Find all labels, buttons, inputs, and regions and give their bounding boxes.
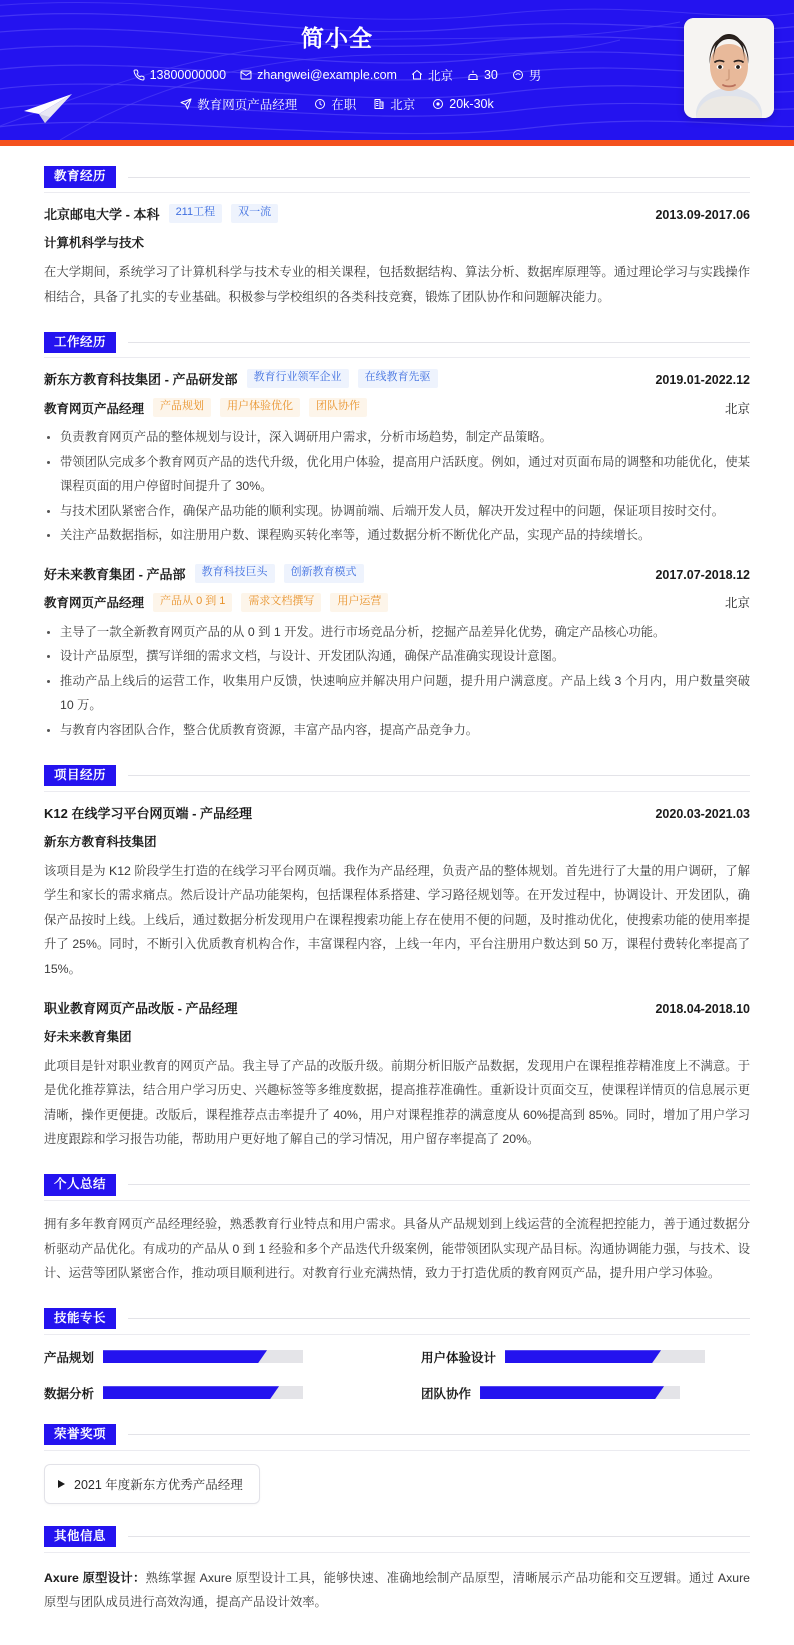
section-skills	[44, 1308, 750, 1402]
contact-row	[20, 66, 774, 84]
work-entry-header	[44, 564, 750, 583]
work-company-tag: 教育科技巨头	[195, 564, 275, 583]
skill-item	[421, 1348, 750, 1366]
section-header-education	[44, 166, 750, 188]
work-date: 2019.01-2022.12	[655, 373, 750, 388]
project-description: 该项目是为 K12 阶段学生打造的在线学习平台网页端。我作为产品经理，负责产品的整体规划。首先进行了大量的用户调研，了解学生和家长的需求痛点。然后设计产品功能架构，包括课程体系搭建、学习路径规划等。在开发过程中，协调设计、开发团队，确保产品按时上线。上线后，通过数据分析发现用户在课程搜索功能上存在使用不便的问题，及时推动优化，使搜索功能的使用率提升了 25%。同时，不断引入优质教育机构合作，丰富课程内容，上线一年内，平台注册用户数达到 50 万，课程付费转化率提高了 15%。	[44, 863, 750, 976]
page-title: 简小全	[301, 25, 373, 51]
work-date: 2017.07-2018.12	[655, 567, 750, 582]
section-header-work	[44, 331, 750, 353]
avatar	[684, 18, 774, 118]
work-entry	[44, 564, 750, 743]
skill-item	[44, 1348, 373, 1366]
section-summary	[44, 1174, 750, 1286]
contact-gender-text: 男	[528, 69, 542, 83]
skill-label: 产品规划	[44, 1350, 95, 1365]
paper-plane-logo-icon	[18, 90, 74, 126]
phone-icon	[133, 69, 145, 81]
job-salary	[432, 97, 493, 111]
project-date: 2018.04-2018.10	[655, 1001, 750, 1016]
work-role-tag: 需求文档撰写	[241, 593, 321, 612]
skill-progress-track	[103, 1350, 303, 1363]
education-description: 在大学期间，系统学习了计算机科学与技术专业的相关课程，包括数据结构、算法分析、数据库原理等。通过理论学习与实践操作相结合，具备了扎实的专业基础。积极参与学校组织的各类科技竞赛，锻炼了团队协作和问题解决能力。	[44, 265, 750, 304]
work-bullet: 主导了一款全新教育网页产品的从 0 到 1 开发。进行市场竞品分析，挖掘产品差异化优势，确定产品核心功能。	[44, 620, 750, 645]
age-icon	[467, 69, 479, 81]
project-org: 新东方教育科技集团	[44, 834, 157, 849]
work-company-tag: 在线教育先驱	[358, 369, 438, 388]
work-bullet: 带领团队完成多个教育网页产品的迭代升级，优化用户体验，提高用户活跃度。例如，通过对页面布局的调整和功能优化，使某课程页面的用户停留时间提升了 30%。	[44, 450, 750, 499]
job-salary-text: 20k-30k	[449, 97, 494, 111]
skill-progress-fill	[103, 1386, 279, 1399]
skill-progress-track	[505, 1350, 705, 1363]
job-status-text: 在职	[331, 98, 357, 112]
work-entry	[44, 369, 750, 548]
skill-progress-fill	[103, 1350, 267, 1363]
skill-progress-track	[103, 1386, 303, 1399]
project-title: 职业教育网页产品改版 - 产品经理	[44, 1000, 238, 1016]
work-bullet: 推动产品上线后的运营工作，收集用户反馈，快速响应并解决用户问题，提升用户满意度。产品上线 3 个月内，用户数量突破 10 万。	[44, 669, 750, 718]
section-divider	[128, 1318, 750, 1319]
skill-progress-fill	[505, 1350, 661, 1363]
project-entry	[44, 998, 750, 1152]
building-icon	[373, 98, 385, 110]
work-bullet: 设计产品原型，撰写详细的需求文档，与设计、开发团队沟通，确保产品准确实现设计意图。	[44, 644, 750, 669]
education-school: 北京邮电大学 - 本科	[44, 207, 160, 222]
work-role-row	[44, 593, 750, 612]
skill-label: 数据分析	[44, 1386, 95, 1401]
honor-text: 2021 年度新东方优秀产品经理	[74, 1477, 243, 1492]
project-date: 2020.03-2021.03	[655, 806, 750, 821]
section-header-honors	[44, 1424, 750, 1446]
section-divider	[128, 177, 750, 178]
education-tag: 双一流	[231, 204, 278, 223]
contact-phone-text: 13800000000	[149, 68, 227, 82]
section-header-projects	[44, 765, 750, 787]
contact-location-text: 北京	[427, 69, 453, 83]
resume-header	[0, 0, 794, 140]
work-role-tag: 用户体验优化	[220, 398, 300, 417]
summary-text: 拥有多年教育网页产品经理经验，熟悉教育行业特点和用户需求。具备从产品规划到上线运营的全流程把控能力，善于通过数据分析驱动产品优化。有成功的产品从 0 到 1 经验和多个产品迭代升级案例，能带领团队实现产品目标。沟通协调能力强，与技术、设计、运营等团队紧密合作，推动项目顺利进行。对教育行业充满热情，致力于打造优质的教育网页产品，提升用户学习体验。	[44, 1216, 750, 1281]
skill-item	[421, 1384, 750, 1402]
work-bullet: 负责教育网页产品的整体规划与设计，深入调研用户需求，分析市场趋势，制定产品策略。	[44, 425, 750, 450]
section-projects	[44, 765, 750, 1152]
contact-phone	[133, 68, 226, 82]
email-icon	[240, 69, 252, 81]
job-position	[180, 95, 297, 113]
education-entry-header	[44, 204, 750, 223]
section-title-other: 其他信息	[44, 1526, 116, 1547]
accent-divider	[0, 140, 794, 146]
work-entry-header	[44, 369, 750, 388]
section-divider	[128, 1184, 750, 1185]
skills-grid	[44, 1348, 750, 1402]
work-company: 新东方教育科技集团 - 产品研发部	[44, 372, 238, 388]
contact-email	[240, 68, 397, 82]
work-company-tag: 创新教育模式	[284, 564, 364, 583]
section-honors	[44, 1424, 750, 1504]
work-bullet: 与技术团队紧密合作，确保产品功能的顺利实现。协调前端、后端开发人员，解决开发过程中的问题，保证项目按时交付。	[44, 499, 750, 524]
section-header-summary	[44, 1174, 750, 1196]
skill-progress-track	[480, 1386, 680, 1399]
job-row	[20, 95, 774, 113]
section-education	[44, 166, 750, 309]
project-org: 好未来教育集团	[44, 1029, 132, 1044]
skill-progress-fill	[480, 1386, 664, 1399]
project-title: K12 在线学习平台网页端 - 产品经理	[44, 805, 253, 821]
section-title-work: 工作经历	[44, 332, 116, 353]
education-major: 计算机科学与技术	[44, 236, 145, 250]
gender-icon	[512, 69, 524, 81]
salary-icon	[432, 98, 444, 110]
work-bullet: 与教育内容团队合作，整合优质教育资源，丰富产品内容，提高产品竞争力。	[44, 718, 750, 743]
work-location: 北京	[724, 401, 750, 416]
paper-plane-icon	[180, 98, 192, 110]
work-bullets	[44, 425, 750, 548]
work-location: 北京	[724, 596, 750, 611]
contact-gender	[512, 66, 542, 84]
section-divider	[128, 342, 750, 343]
education-entry	[44, 204, 750, 309]
section-title-education: 教育经历	[44, 166, 116, 187]
triangle-marker-icon	[58, 1480, 65, 1488]
section-title-summary: 个人总结	[44, 1174, 116, 1195]
work-bullet: 关注产品数据指标，如注册用户数、课程购买转化率等，通过数据分析不断优化产品，实现产品的持续增长。	[44, 523, 750, 548]
project-entry-header	[44, 803, 750, 822]
job-city	[373, 95, 415, 113]
skill-item	[44, 1384, 373, 1402]
section-divider	[128, 1434, 750, 1435]
honor-card[interactable]	[44, 1464, 260, 1504]
section-divider	[128, 1536, 750, 1537]
home-icon	[411, 69, 423, 81]
section-header-skills	[44, 1308, 750, 1330]
work-role: 教育网页产品经理	[44, 596, 145, 611]
project-entry	[44, 803, 750, 982]
work-company: 好未来教育集团 - 产品部	[44, 566, 186, 582]
job-position-text: 教育网页产品经理	[197, 98, 298, 112]
avatar-photo	[684, 18, 774, 118]
other-item	[44, 1566, 750, 1615]
section-title-skills: 技能专长	[44, 1308, 116, 1329]
education-date: 2013.09-2017.06	[655, 208, 750, 222]
contact-email-text: zhangwei@example.com	[257, 68, 397, 82]
section-title-honors: 荣誉奖项	[44, 1424, 116, 1445]
project-entry-header	[44, 998, 750, 1017]
contact-age-text: 30	[483, 68, 498, 82]
job-city-text: 北京	[390, 98, 416, 112]
status-icon	[314, 98, 326, 110]
other-item-text: 熟练掌握 Axure 原型设计工具，能够快速、准确地绘制产品原型，清晰展示产品功能和交互逻辑。通过 Axure 原型与团队成员进行高效沟通，提高产品设计效率。	[44, 1570, 750, 1610]
section-divider	[128, 775, 750, 776]
work-role-row	[44, 398, 750, 417]
work-company-tag: 教育行业领军企业	[247, 369, 349, 388]
section-header-other	[44, 1526, 750, 1548]
other-item-label: Axure 原型设计：	[44, 1570, 146, 1585]
section-other	[44, 1526, 750, 1615]
contact-age	[467, 68, 498, 82]
work-role: 教育网页产品经理	[44, 401, 145, 416]
honor-list	[44, 1464, 750, 1504]
work-role-tag: 用户运营	[330, 593, 388, 612]
work-role-tag: 产品规划	[153, 398, 211, 417]
contact-location	[411, 66, 453, 84]
work-bullets	[44, 620, 750, 743]
job-status	[314, 95, 356, 113]
project-description: 此项目是针对职业教育的网页产品。我主导了产品的改版升级。前期分析旧版产品数据，发现用户在课程推荐精准度上不满意。于是优化推荐算法，结合用户学习历史、兴趣标签等多维度数据，提高推荐准确性。重新设计页面交互，使课程详情页的信息展示更清晰，操作更便捷。改版后，课程推荐点击率提升了 40%，用户对课程推荐的满意度从 60%提高到 85%。同时，增加了用户学习进度跟踪和学习报告功能，帮助用户更好地了解自己的学习情况，用户留存率提高了 20%。	[44, 1058, 750, 1147]
resume-body	[0, 166, 794, 1645]
education-tag: 211工程	[169, 204, 223, 223]
skill-label: 团队协作	[421, 1386, 472, 1401]
section-title-projects: 项目经历	[44, 765, 116, 786]
work-role-tag: 产品从 0 到 1	[153, 593, 232, 612]
skill-label: 用户体验设计	[421, 1350, 497, 1365]
section-work	[44, 331, 750, 742]
work-role-tag: 团队协作	[309, 398, 367, 417]
